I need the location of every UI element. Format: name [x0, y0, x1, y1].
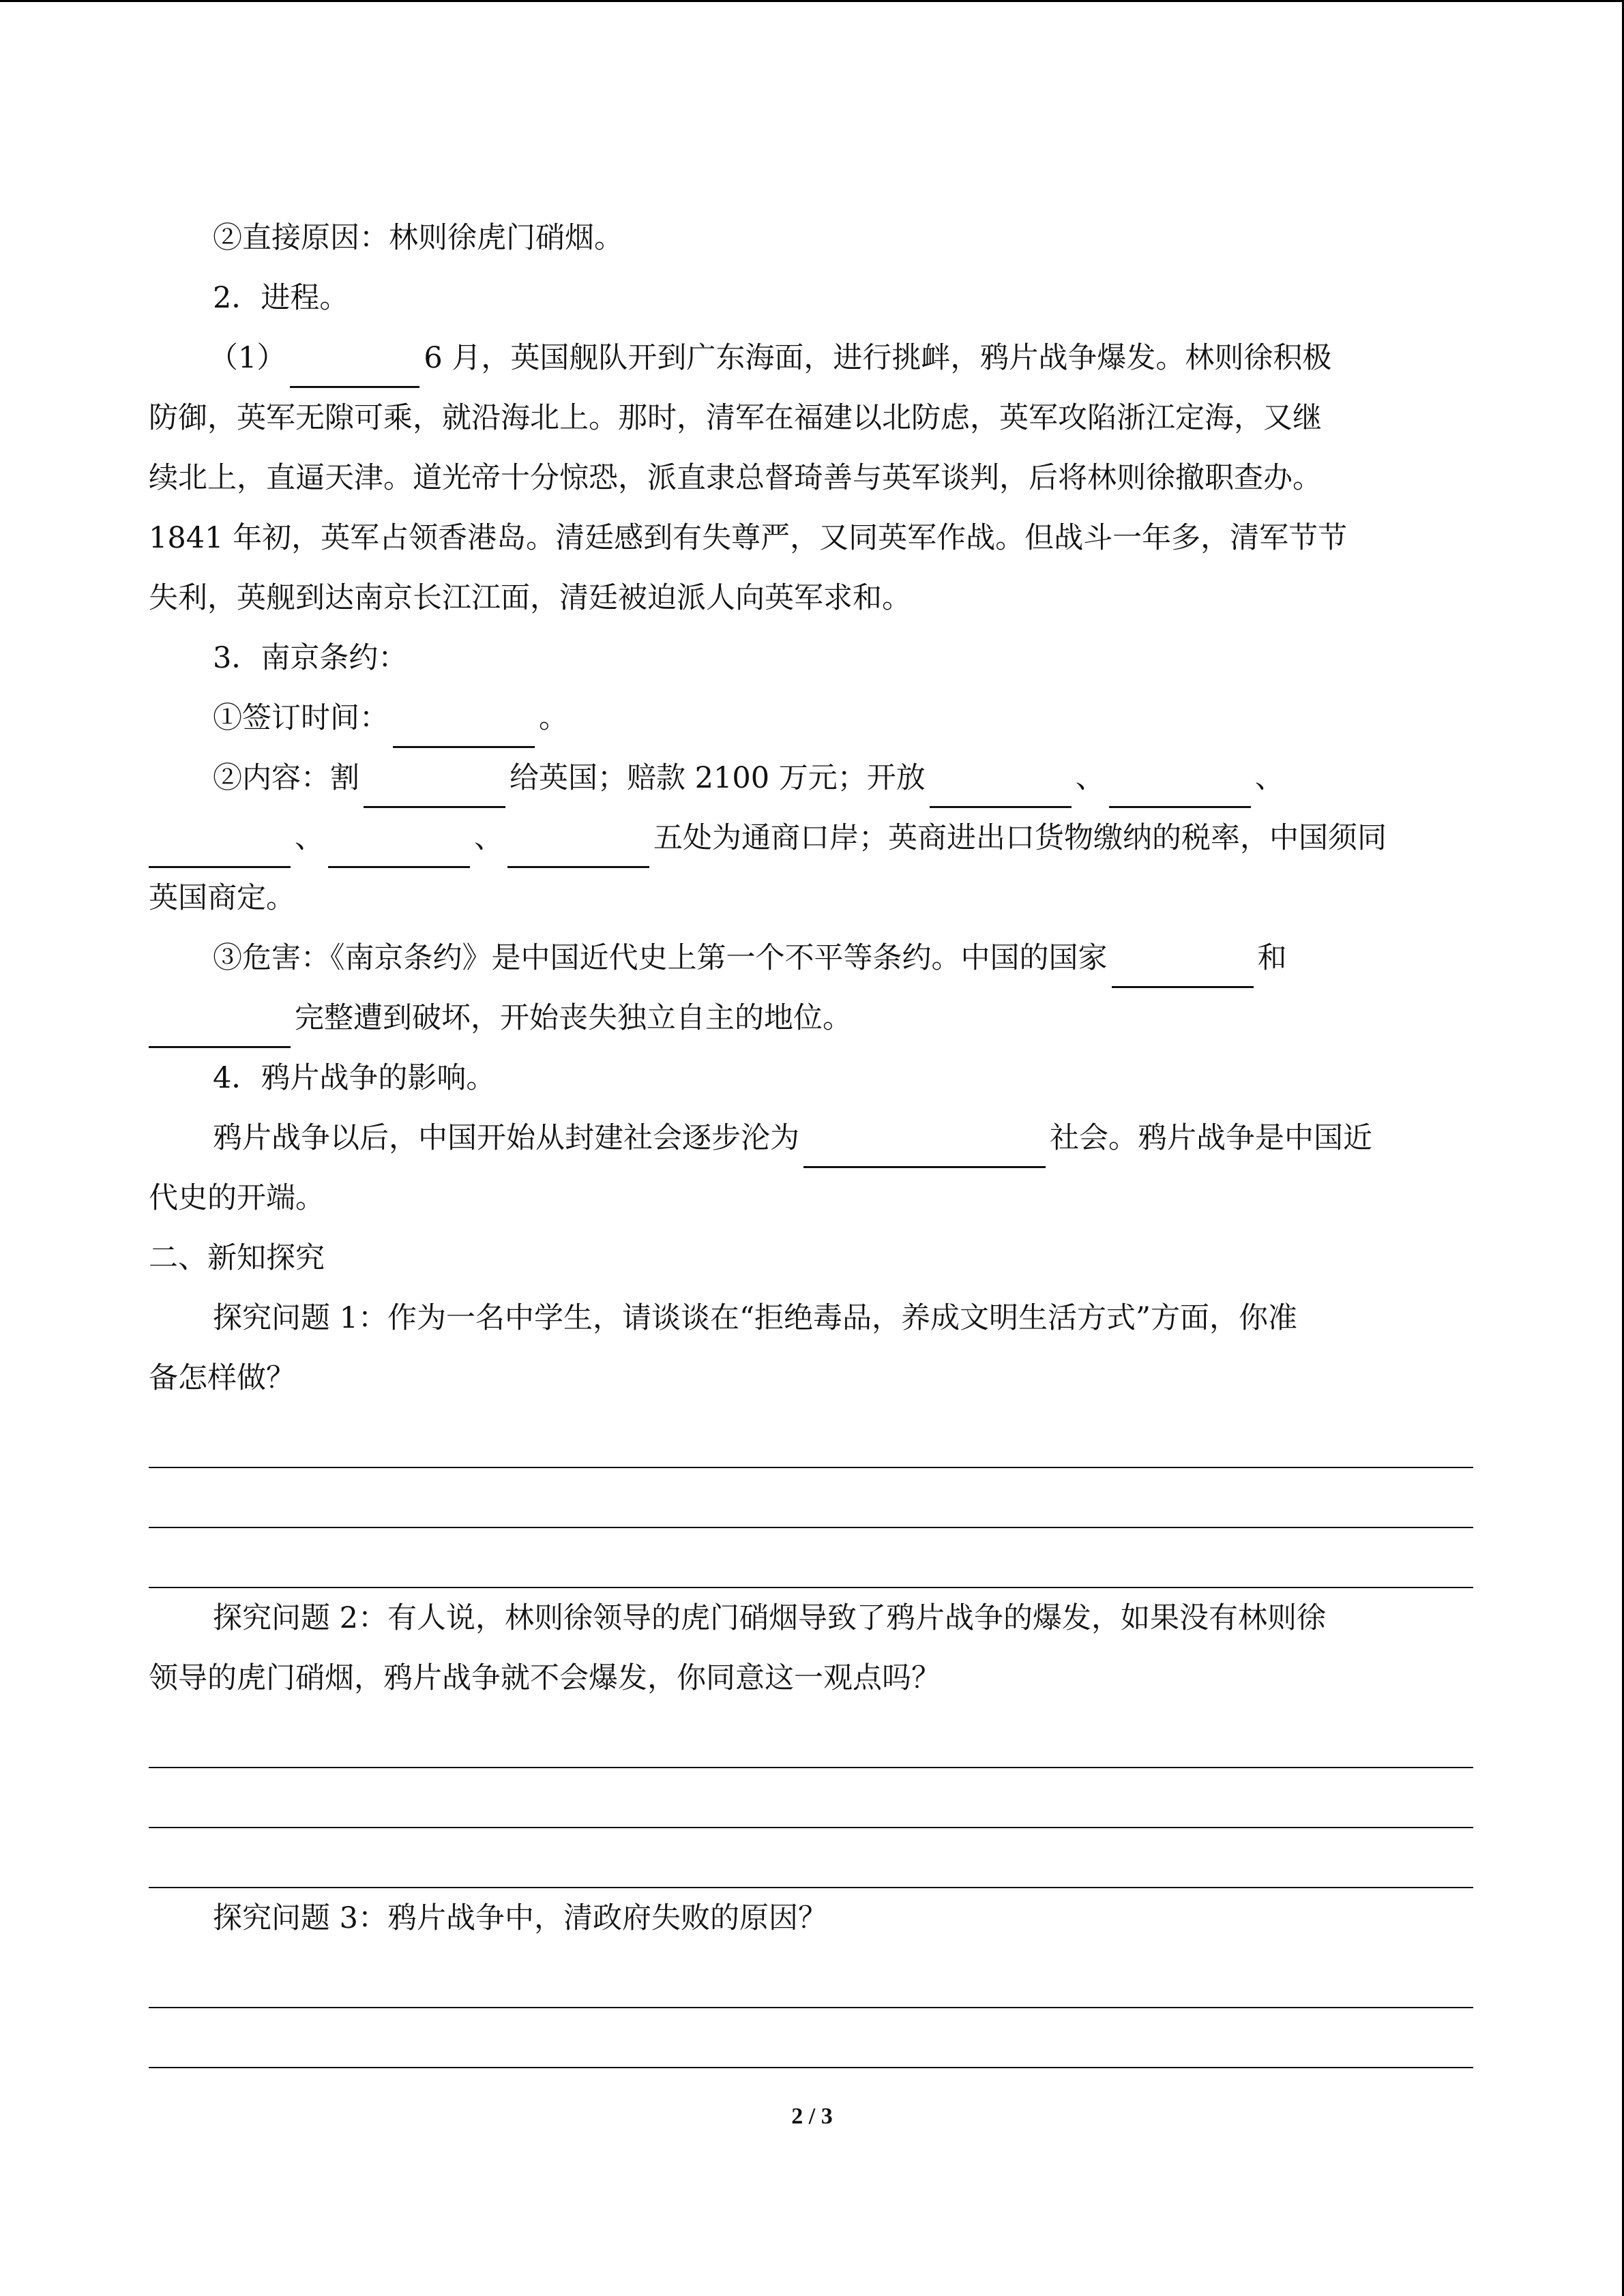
answer-area-1[interactable] — [149, 1408, 1473, 1588]
page-border-top — [0, 0, 1624, 2]
treaty-harm-line-1: ③危害：《南京条约》是中国近代史上第一个不平等条约。中国的国家 和 — [149, 928, 1473, 988]
port-blank-2[interactable] — [1109, 775, 1251, 808]
port-blank-5[interactable] — [507, 835, 649, 868]
page-number: 2 / 3 — [791, 2104, 833, 2129]
ceded-land-blank[interactable] — [364, 775, 505, 808]
sign-time-blank[interactable] — [393, 715, 535, 748]
port-blank-3[interactable] — [149, 835, 291, 868]
society-type-blank[interactable] — [803, 1135, 1046, 1168]
treaty-harm-line-2: 完整遭到破坏，开始丧失独立自主的地位。 — [149, 988, 1473, 1048]
answer-area-2[interactable] — [149, 1708, 1473, 1888]
question-2-line-2: 领导的虎门硝烟，鸦片战争就不会爆发，你同意这一观点吗？ — [149, 1661, 941, 1695]
answer-line[interactable] — [149, 1468, 1473, 1528]
question-2-line-1: 探究问题 2：有人说，林则徐领导的虎门硝烟导致了鸦片战争的爆发，如果没有林则徐 — [213, 1601, 1327, 1635]
process-line-2: 防御，英军无隙可乘，就沿海北上。那时，清军在福建以北防虑，英军攻陷浙江定海，又继 — [149, 401, 1322, 435]
sovereignty-blank[interactable] — [1112, 955, 1254, 988]
treaty-time-line: ①签订时间： 。 — [149, 688, 1473, 748]
treaty-content-line-2: 、 、 五处为通商口岸；英商进出口货物缴纳的税率，中国须同 — [149, 808, 1473, 868]
answer-line[interactable] — [149, 1828, 1473, 1888]
answer-line[interactable] — [149, 2008, 1473, 2068]
treaty-content-line-1: ②内容：割 给英国；赔款 2100 万元；开放 、 、 — [149, 748, 1473, 808]
treaty-content-line-3: 英国商定。 — [149, 881, 295, 915]
territory-blank[interactable] — [149, 1015, 291, 1048]
process-line-5: 失利，英舰到达南京长江江面，清廷被迫派人向英军求和。 — [149, 581, 911, 615]
treaty-heading: 3．南京条约： — [213, 641, 408, 675]
worksheet-body — [149, 208, 1473, 2068]
port-blank-1[interactable] — [930, 775, 1072, 808]
answer-line[interactable] — [149, 1528, 1473, 1588]
direct-cause-line: ②直接原因：林则徐虎门硝烟。 — [213, 221, 623, 255]
answer-line[interactable] — [149, 1768, 1473, 1828]
question-1-line-1: 探究问题 1：作为一名中学生，请谈谈在“拒绝毒品，养成文明生活方式”方面，你准 — [213, 1301, 1297, 1335]
answer-area-3[interactable] — [149, 1948, 1473, 2068]
year-blank[interactable] — [290, 355, 419, 388]
section-2-heading: 二、新知探究 — [149, 1241, 325, 1275]
answer-line[interactable] — [149, 1708, 1473, 1768]
port-blank-4[interactable] — [328, 835, 470, 868]
question-3-line-1: 探究问题 3：鸦片战争中，清政府失败的原因？ — [213, 1901, 828, 1935]
answer-line[interactable] — [149, 1948, 1473, 2008]
impact-line-1: 鸦片战争以后，中国开始从封建社会逐步沦为 社会。鸦片战争是中国近 — [149, 1108, 1473, 1168]
question-1-line-2: 备怎样做？ — [149, 1361, 295, 1395]
process-line-3: 续北上，直逼天津。道光帝十分惊恐，派直隶总督琦善与英军谈判，后将林则徐撤职查办。 — [149, 461, 1322, 495]
process-heading: 2．进程。 — [213, 281, 349, 315]
process-line-4: 1841 年初，英军占领香港岛。清廷感到有失尊严，又同英军作战。但战斗一年多，清军节节 — [149, 521, 1348, 555]
process-line-1: （1） 6 月，英国舰队开到广东海面，进行挑衅，鸦片战争爆发。林则徐积极 — [149, 328, 1473, 388]
impact-heading: 4．鸦片战争的影响。 — [213, 1061, 496, 1095]
impact-line-2: 代史的开端。 — [149, 1181, 325, 1215]
answer-line[interactable] — [149, 1408, 1473, 1468]
